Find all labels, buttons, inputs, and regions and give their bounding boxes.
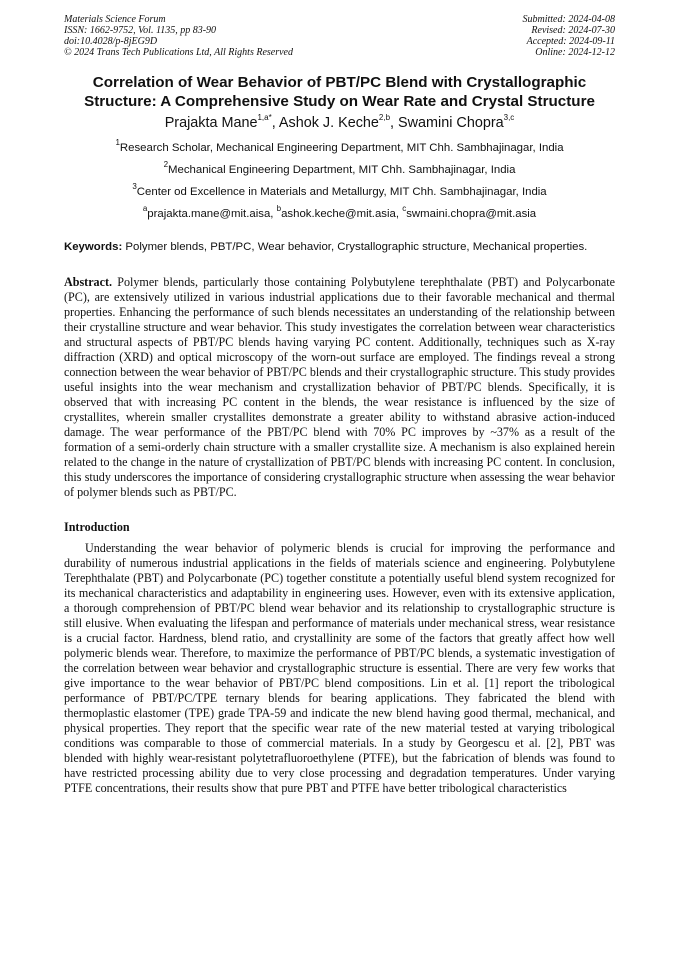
journal-doi: doi:10.4028/p-8jEG9D [64, 36, 158, 47]
title-line-1: Correlation of Wear Behavior of PBT/PC Blend with Crystallographic [92, 74, 587, 91]
date-revised: Revised: 2024-07-30 [531, 25, 615, 36]
journal-info [64, 14, 293, 58]
abstract [64, 275, 615, 500]
date-online: Online: 2024-12-12 [535, 47, 615, 58]
email-link-2[interactable]: ashok.keche@mit.asia [281, 208, 396, 220]
paper-title [64, 73, 615, 111]
abstract-label: Abstract. [64, 275, 113, 289]
email-link-3[interactable]: swmaini.chopra@mit.asia [406, 208, 537, 220]
affiliation-3: $^3$Center od Excellence in Materials and Metallurgy, MIT Chh. Sambhajinagar, India [132, 182, 547, 198]
author-list: Prajakta Mane$^{1,a*}$, Ashok J. Keche$^{2,b}$, Swamini Chopra$^{3,c}$ [164, 113, 515, 131]
date-accepted: Accepted: 2024-09-11 [526, 36, 615, 47]
affiliation-2: $^2$Mechanical Engineering Department, MIT Chh. Sambhajinagar, India [163, 160, 516, 176]
abstract-text: Polymer blends, particularly those containing Polybutylene terephthalate (PBT) and Polycarbonate (PC), are extensively utilized in various industrial applications due to their favorable mechanical and thermal properties. Enhancing the performance of such blends necessitates an understanding of the relationship between their crystalline structure and wear behavior. This study investigates the correlation between wear characteristics and structural aspects of PBT/PC blends having varying PC content. Additionally, techniques such as X-ray diffraction (XRD) and optical microscopy of the worn-out surface are employed. The findings reveal a strong connection between the wear behavior of PBT/PC blends and their crystallographic structure. This study provides useful insights into the wear mechanism and crystallization behavior of PBT/PC blends. Specifically, it is observed that with increasing PC content in the blends, the wear resistance is influenced by the size of crystallites, wherein smaller crystallites demonstrate a greater ability to withstand abrasive action-induced damage. The wear performance of the PBT/PC blend with 70% PC improves by ~37% as a result of the formation of a semi-orderly chain structure with a smaller crystallite size. A mechanism is also explained herein related to the change in the nature of crystallization of PBT/PC blends with increasing PC content. In conclusion, this study underscores the importance of considering crystallographic structure when assessing the wear behavior of polymer blends such as PBT/PC. [64, 275, 615, 499]
paper-page [64, 14, 615, 796]
keywords [64, 241, 615, 254]
journal-issn: ISSN: 1662-9752, Vol. 1135, pp 83-90 [64, 25, 217, 36]
publication-dates [523, 14, 616, 58]
affiliation-1: $^1$Research Scholar, Mechanical Engineering Department, MIT Chh. Sambhajinagar, India [115, 138, 564, 154]
author-1: Prajakta Mane$^{1,a*}$ [164, 113, 272, 131]
journal-header [64, 14, 615, 58]
keywords-label: Keywords: [64, 241, 123, 253]
journal-name: Materials Science Forum [64, 14, 166, 25]
date-submitted: Submitted: 2024-04-08 [522, 14, 615, 25]
introduction-paragraph: Understanding the wear behavior of polymeric blends is crucial for improving the performance and durability of numerous industrial applications in the fields of materials science and engineering. Polybutylene Terephthalate (PBT) and Polycarbonate (PC) together constitute a potentially useful blend system recognized for its mechanical characteristics and adaptability in engineering uses. However, even with its extensive application, a thorough comprehension of PBT/PC blend wear behavior and its relationship to crystallographic structure is still elusive. When evaluating the lifespan and performance of materials under mechanical stress, wear resistance is a crucial factor. Hardness, blend ratio, and crystallinity are some of the factors that greatly affect how well polymeric blends wear. Therefore, to maximize the performance of PBT/PC blends, a systematic investigation of the correlation between wear behavior and crystallographic structure is essential. There are very few works that give importance to the wear behavior of PBT/PC blend compositions. Lin et al. [1] report the tribological performance of PBT/PC/TPE ternary blends for bearing applications. They fabricated the blend with thermoplastic elastomer (TPE) grade TPA-59 and indicate the new blend having good thermal, mechanical, and physical properties. They report that the specific wear rate of the new material tested at varying tribological conditions was comparable to those of commercial materials. In a study by Georgescu et al. [2], PBT was blended with highly wear-resistant polytetrafluoroethylene (PTFE), but the fabrication of blends was found to have restricted processing ability due to very close processing and degradation temperatures. Under varying PTFE concentrations, their results show that pure PBT and PTFE have better tribological characteristics [64, 541, 615, 795]
email-link-1[interactable]: prajakta.mane@mit.aisa [147, 208, 271, 220]
author-3: Swamini Chopra$^{3,c}$ [398, 113, 515, 131]
journal-copyright: © 2024 Trans Tech Publications Ltd, All Rights Reserved [64, 47, 293, 58]
keywords-text: Polymer blends, PBT/PC, Wear behavior, Crystallographic structure, Mechanical properties. [125, 241, 588, 253]
title-line-2: Structure: A Comprehensive Study on Wear Rate and Crystal Structure [84, 93, 595, 110]
author-emails: $^a$prajakta.mane@mit.aisa, $^b$ashok.keche@mit.asia, $^c$swmaini.chopra@mit.asia [142, 204, 537, 220]
introduction-heading: Introduction [64, 520, 130, 534]
author-2: Ashok J. Keche$^{2,b}$ [278, 113, 391, 131]
